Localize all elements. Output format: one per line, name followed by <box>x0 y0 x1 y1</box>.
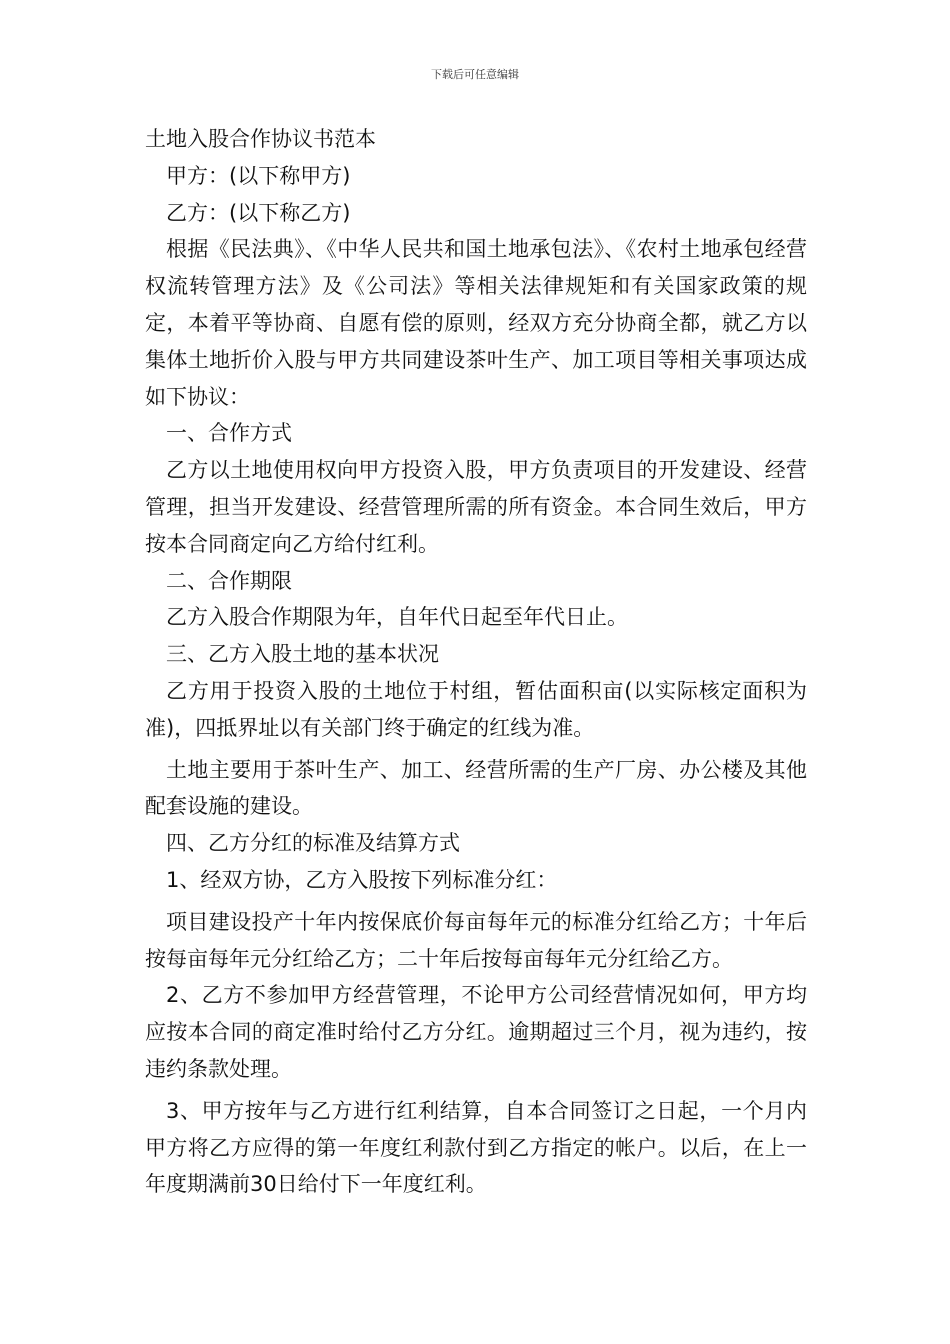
section-4-item-2: 2、乙方不参加甲方经营管理，不论甲方公司经营情况如何，甲方均应按本合同的商定准时给付乙方分红。逾期超过三个月，视为违约，按违约条款处理。 <box>145 983 807 1081</box>
section-3-heading: 三、乙方入股土地的基本状况 <box>166 642 439 667</box>
party-b-line: 乙方：(以下称乙方) <box>166 200 351 225</box>
document-title: 土地入股合作协议书范本 <box>145 127 376 151</box>
section-4-heading: 四、乙方分红的标准及结算方式 <box>166 831 460 856</box>
section-1-body: 乙方以土地使用权向甲方投资入股，甲方负责项目的开发建设、经营管理，担当开发建设、经营管理所需的所有资金。本合同生效后，甲方按本合同商定向乙方给付红利。 <box>145 458 807 556</box>
section-3-body-2: 土地主要用于茶叶生产、加工、经营所需的生产厂房、办公楼及其他配套设施的建设。 <box>145 757 807 819</box>
section-3-body-1: 乙方用于投资入股的土地位于村组，暂估面积亩(以实际核定面积为准)，四抵界址以有关部门终于确定的红线为准。 <box>145 678 807 740</box>
preamble-paragraph: 根据《民法典》、《中华人民共和国土地承包法》、《农村土地承包经营权流转管理方法》及《公司法》等相关法律规矩和有关国家政策的规定，本着平等协商、自愿有偿的原则，经双方充分协商全都，就乙方以集体土地折价入股与甲方共同建设茶叶生产、加工项目等相关事项达成如下协议： <box>145 237 807 409</box>
section-2-body: 乙方入股合作期限为年，自年代日起至年代日止。 <box>166 605 628 630</box>
header-note: 下载后可任意编辑 <box>431 68 519 81</box>
section-1-heading: 一、合作方式 <box>166 421 292 446</box>
section-4-item-1-body: 项目建设投产十年内按保底价每亩每年元的标准分红给乙方；十年后按每亩每年元分红给乙方；二十年后按每亩每年元分红给乙方。 <box>145 909 807 971</box>
section-2-heading: 二、合作期限 <box>166 568 292 593</box>
section-4-item-1: 1、经双方协，乙方入股按下列标准分红： <box>166 867 558 892</box>
document-body <box>145 121 807 1203</box>
section-4-item-3: 3、甲方按年与乙方进行红利结算，自本合同签订之日起，一个月内甲方将乙方应得的第一年度红利款付到乙方指定的帐户。以后，在上一年度期满前30日给付下一年度红利。 <box>145 1098 807 1197</box>
party-a-line: 甲方：(以下称甲方) <box>166 163 351 188</box>
